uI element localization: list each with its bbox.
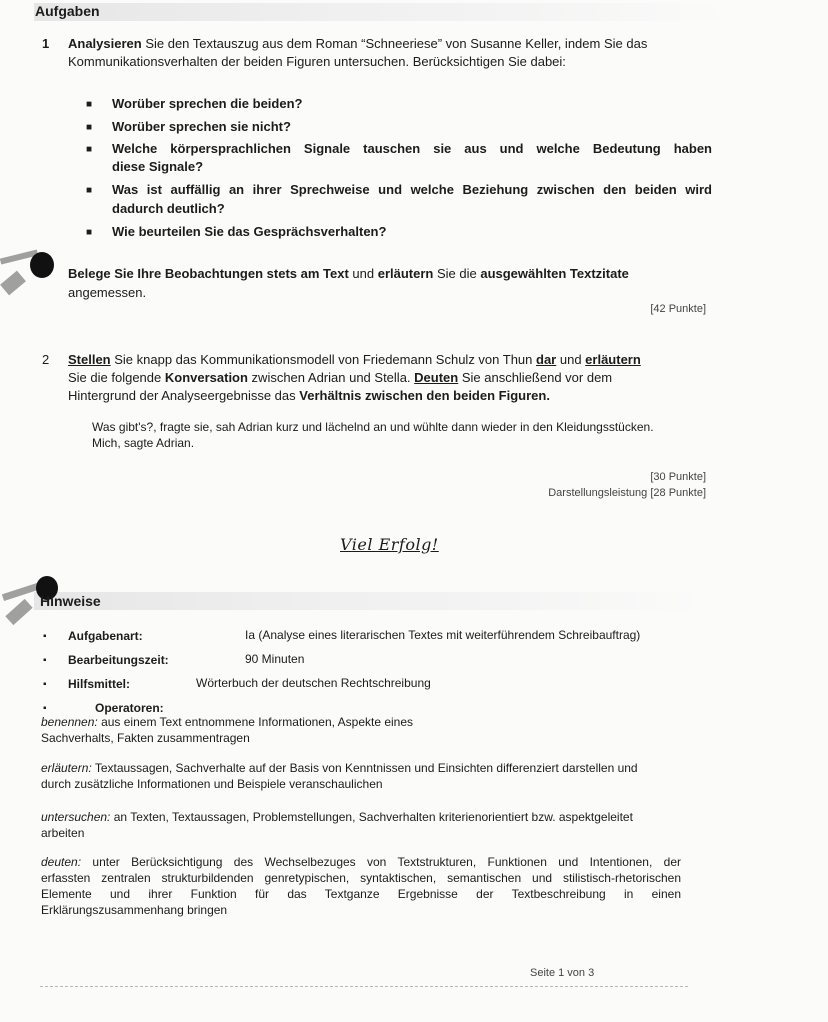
list-item: Worüber sprechen sie nicht? <box>112 119 291 134</box>
hint-value-aufgabenart: Ia (Analyse eines literarischen Textes mit weiterführendem Schreibauftrag) <box>245 628 641 642</box>
bullet-icon: ■ <box>86 144 93 155</box>
bullet-icon: ▪ <box>43 679 47 690</box>
operator-deuten-line1 <box>41 855 681 870</box>
operator-definition: aus einem Text entnommene Informationen, Aspekte eines <box>97 715 414 729</box>
task-2-line3 <box>68 387 712 405</box>
operator-erlaeutern-line2: durch zusätzliche Informationen und Beispiele veranschaulichen <box>41 777 383 791</box>
list-item: Welche körpersprachlichen Signale tauschen sie aus und welche Bedeutung haben <box>112 141 712 156</box>
operator-definition: an Texten, Textaussagen, Problemstellungen, Sachverhalten kriterienorientiert bzw. aspektgeleitet <box>110 810 633 824</box>
operator-deuten-line4: Erklärungszusammenhang bringen <box>41 903 228 917</box>
task-2-operator-deuten: Deuten <box>414 370 459 385</box>
operator-deuten-line2: erfassten zentralen strukturbildenden genretypischen, syntaktischen, semantischen und stilistisch-rhetorischen <box>41 871 681 885</box>
operator-benennen-line1 <box>41 715 681 730</box>
task-1-points: [42 Punkte] <box>650 303 706 315</box>
list-item-continued: diese Signale? <box>112 159 204 174</box>
task-1-belege-line2: angemessen. <box>68 285 147 300</box>
bullet-icon: ■ <box>86 185 93 196</box>
aufgaben-header-bar <box>34 3 728 21</box>
task-2-text: zwischen Adrian und Stella. <box>247 370 415 385</box>
task-2-points: [30 Punkte] <box>650 471 706 483</box>
operator-benennen-line2: Sachverhalts, Fakten zusammentragen <box>41 731 250 745</box>
scan-streak-mark <box>5 599 32 625</box>
punch-hole-mark <box>30 252 54 278</box>
operator-term: erläutern: <box>41 761 92 775</box>
belege-text-bold: Belege Sie Ihre Beobachtungen stets am Text <box>68 266 349 281</box>
hint-value-bearbeitungszeit: 90 Minuten <box>245 652 305 666</box>
task-2-keyword-konversation: Konversation <box>164 370 248 385</box>
operator-untersuchen-line2: arbeiten <box>41 826 85 840</box>
task-2-operator-erlaeutern: erläutern <box>585 352 641 367</box>
task-2-text: Sie anschließend vor dem <box>458 370 613 385</box>
task-2-text: Sie knapp das Kommunikationsmodell von Friedemann Schulz von Thun <box>110 352 537 367</box>
task-2-quote-line2: Mich, sagte Adrian. <box>92 436 195 450</box>
task-1-intro-text: Sie den Textauszug aus dem Roman “Schneeriese” von Susanne Keller, indem Sie das <box>141 36 648 51</box>
footer-divider <box>40 986 688 987</box>
closing-handwritten-note: Viel Erfolg! <box>340 535 439 554</box>
page-number: Seite 1 von 3 <box>530 967 595 979</box>
task-1-intro-line1 <box>68 35 712 53</box>
operator-deuten-line3: Elemente und ihrer Funktion für das Textganze Ergebnisse der Textbeschreibung in einen <box>41 887 681 901</box>
task-2-quote-line1: Was gibt's?, fragte sie, sah Adrian kurz und lächelnd an und wühlte dann wieder in den Kleidungsstücken. <box>92 420 654 434</box>
task-1-number: 1 <box>42 36 50 51</box>
section-title-hinweise: Hinweise <box>40 593 101 609</box>
presentation-points: Darstellungsleistung [28 Punkte] <box>548 487 706 499</box>
section-title-aufgaben: Aufgaben <box>35 3 100 19</box>
list-item-continued: dadurch deutlich? <box>112 201 225 216</box>
operator-term: deuten: <box>41 855 82 869</box>
scan-streak-mark <box>0 271 26 296</box>
belege-text: und <box>348 266 378 281</box>
operator-definition: unter Berücksichtigung des Wechselbezuges von Textstrukturen, Funktionen und Intentionen, der <box>81 855 681 869</box>
hint-label-bearbeitungszeit: Bearbeitungszeit: <box>68 653 169 667</box>
belege-text: Sie die <box>433 266 481 281</box>
task-2-number: 2 <box>42 352 50 367</box>
bullet-icon: ▪ <box>43 631 47 642</box>
operator-term: benennen: <box>41 715 98 729</box>
task-2-line2 <box>68 369 712 387</box>
bullet-icon: ■ <box>86 122 93 133</box>
bullet-icon: ■ <box>86 227 93 238</box>
hint-label-hilfsmittel: Hilfsmittel: <box>68 677 131 691</box>
bullet-icon: ■ <box>86 99 93 110</box>
hint-label-operatoren: Operatoren: <box>95 701 164 715</box>
task-2-operator-stellen: Stellen <box>68 352 111 367</box>
hint-value-hilfsmittel: Wörterbuch der deutschen Rechtschreibung <box>196 676 431 690</box>
operator-untersuchen-line1 <box>41 810 681 825</box>
task-2-text: Hintergrund der Analyseergebnisse das <box>68 388 300 403</box>
task-1-belege-line1 <box>68 265 712 283</box>
task-1-operator-analysieren: Analysieren <box>68 36 142 51</box>
task-2-text: und <box>556 352 586 367</box>
operator-erlaeutern-line1 <box>41 761 681 776</box>
belege-text-bold: ausgewählten Textzitate <box>480 266 629 281</box>
hint-label-aufgabenart: Aufgabenart: <box>68 629 143 643</box>
operator-definition: Textaussagen, Sachverhalte auf der Basis von Kenntnissen und Einsichten differenziert darstellen und <box>91 761 638 775</box>
operator-term: untersuchen: <box>41 810 111 824</box>
list-item: Was ist auffällig an ihrer Sprechweise und welche Beziehung zwischen den beiden wird <box>112 182 712 197</box>
hinweise-header-bar <box>34 592 704 610</box>
list-item: Wie beurteilen Sie das Gesprächsverhalten? <box>112 224 387 239</box>
belege-operator-erlaeutern: erläutern <box>377 266 434 281</box>
task-2-line1 <box>68 351 712 369</box>
bullet-icon: ▪ <box>43 703 47 714</box>
task-1-intro-line2: Kommunikationsverhalten der beiden Figuren untersuchen. Berücksichtigen Sie dabei: <box>68 54 566 69</box>
task-2-text: Sie die folgende <box>68 370 165 385</box>
list-item: Worüber sprechen die beiden? <box>112 96 303 111</box>
bullet-icon: ▪ <box>43 655 47 666</box>
task-2-operator-dar: dar <box>536 352 557 367</box>
task-2-keyword-verhaeltnis: Verhältnis zwischen den beiden Figuren. <box>299 388 550 403</box>
